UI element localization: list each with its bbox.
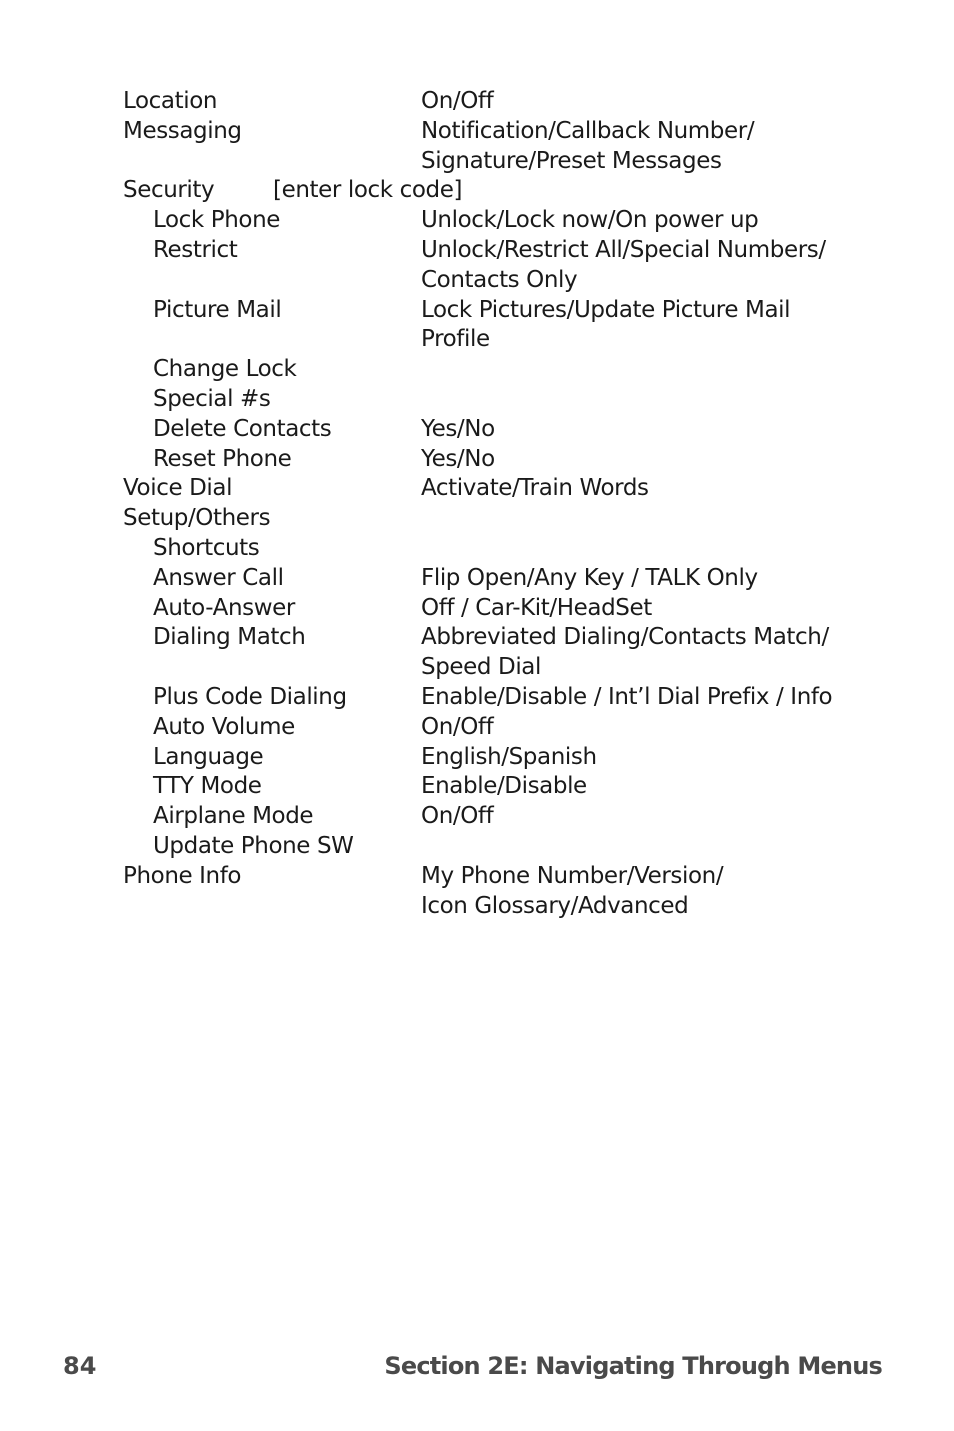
menu-item-label: Location (123, 88, 218, 114)
menu-option-line: Yes/No (421, 415, 495, 442)
menu-item-options (421, 564, 758, 594)
menu-item-label: Change Lock (153, 356, 297, 383)
menu-row (123, 415, 883, 445)
menu-item-label: Shortcuts (153, 534, 260, 561)
menu-item-label: Lock Phone (153, 207, 281, 234)
menu-row (123, 623, 883, 683)
menu-item-label: Restrict (153, 236, 238, 263)
menu-row (123, 534, 883, 564)
menu-row (123, 236, 883, 296)
menu-item-label: Delete Contacts (153, 415, 332, 442)
menu-item-label: Reset Phone (153, 445, 292, 472)
menu-option-line: Unlock/Lock now/On power up (421, 207, 759, 234)
menu-item-label: Special #s (153, 385, 271, 412)
menu-item-options (421, 236, 826, 296)
menu-option-line: Lock Pictures/Update Picture Mail (421, 296, 791, 323)
menu-item-options (421, 117, 754, 177)
menu-item-options (421, 743, 597, 773)
menu-item-options (421, 683, 832, 713)
menu-item-note: [enter lock code] (273, 177, 463, 204)
menu-item-label: Messaging (123, 117, 242, 144)
menu-item-label: Security (123, 177, 215, 204)
menu-item-options (421, 713, 493, 743)
menu-option-line: On/Off (421, 88, 494, 114)
menu-row (123, 802, 883, 832)
menu-item-label: TTY Mode (153, 773, 262, 800)
menu-item-options (421, 445, 495, 475)
menu-item-label: Picture Mail (153, 296, 282, 323)
menu-row (123, 564, 883, 594)
menu-item-label: Dialing Match (153, 624, 306, 651)
menu-item-options (421, 296, 790, 356)
menu-item-label: Phone Info (123, 862, 242, 889)
menu-row (123, 594, 883, 624)
menu-item-options (421, 415, 495, 445)
menu-item-options (421, 623, 829, 683)
menu-item-options (421, 594, 652, 624)
menu-row (123, 862, 883, 922)
menu-row (123, 355, 883, 385)
menu-option-line: Unlock/Restrict All/Special Numbers/ (421, 236, 826, 263)
section-title: Section 2E: Navigating Through Menus (384, 1352, 882, 1380)
menu-item-label: Setup/Others (123, 505, 271, 532)
menu-row (123, 772, 883, 802)
menu-option-line: Enable/Disable / Int’l Dial Prefix / Info (421, 683, 833, 710)
menu-item-label: Auto-Answer (153, 594, 295, 621)
menu-option-line: Abbreviated Dialing/Contacts Match/ (421, 624, 829, 651)
menu-option-line: Contacts Only (421, 266, 578, 293)
menu-option-line: Activate/Train Words (421, 475, 649, 502)
menu-item-options (421, 802, 493, 832)
menu-option-line: Off / Car-Kit/HeadSet (421, 594, 652, 621)
menu-option-line: My Phone Number/Version/ (421, 862, 724, 889)
menu-row (123, 296, 883, 356)
menu-row (123, 474, 883, 504)
menu-item-label: Plus Code Dialing (153, 683, 347, 710)
menu-row (123, 117, 883, 177)
menu-option-line: Signature/Preset Messages (421, 147, 722, 174)
menu-option-line: Enable/Disable (421, 773, 587, 800)
menu-list (123, 87, 883, 921)
menu-item-label: Language (153, 743, 264, 770)
menu-item-options (421, 206, 758, 236)
menu-row (123, 445, 883, 475)
menu-option-line: On/Off (421, 713, 494, 740)
menu-option-line: Profile (421, 326, 490, 353)
menu-row (123, 504, 883, 534)
menu-item-options (421, 862, 723, 922)
menu-row (123, 713, 883, 743)
menu-row (123, 206, 883, 236)
menu-row (123, 176, 883, 206)
menu-option-line: Notification/Callback Number/ (421, 117, 755, 144)
menu-option-line: English/Spanish (421, 743, 597, 770)
menu-item-label: Airplane Mode (153, 803, 314, 830)
menu-row (123, 385, 883, 415)
menu-option-line: Speed Dial (421, 654, 541, 681)
menu-item-options (421, 474, 649, 504)
menu-item-label: Update Phone SW (153, 832, 354, 859)
menu-row (123, 683, 883, 713)
page-number: 84 (63, 1352, 97, 1380)
menu-row (123, 743, 883, 773)
menu-option-line: Yes/No (421, 445, 495, 472)
menu-item-label: Voice Dial (123, 475, 233, 502)
menu-item-options (421, 772, 587, 802)
menu-option-line: Icon Glossary/Advanced (421, 892, 689, 919)
menu-item-label: Answer Call (153, 564, 284, 591)
menu-option-line: Flip Open/Any Key / TALK Only (421, 564, 758, 591)
menu-item-label: Auto Volume (153, 713, 295, 740)
menu-row (123, 87, 883, 117)
menu-item-options (421, 87, 493, 117)
menu-option-line: On/Off (421, 803, 494, 830)
menu-row (123, 832, 883, 862)
